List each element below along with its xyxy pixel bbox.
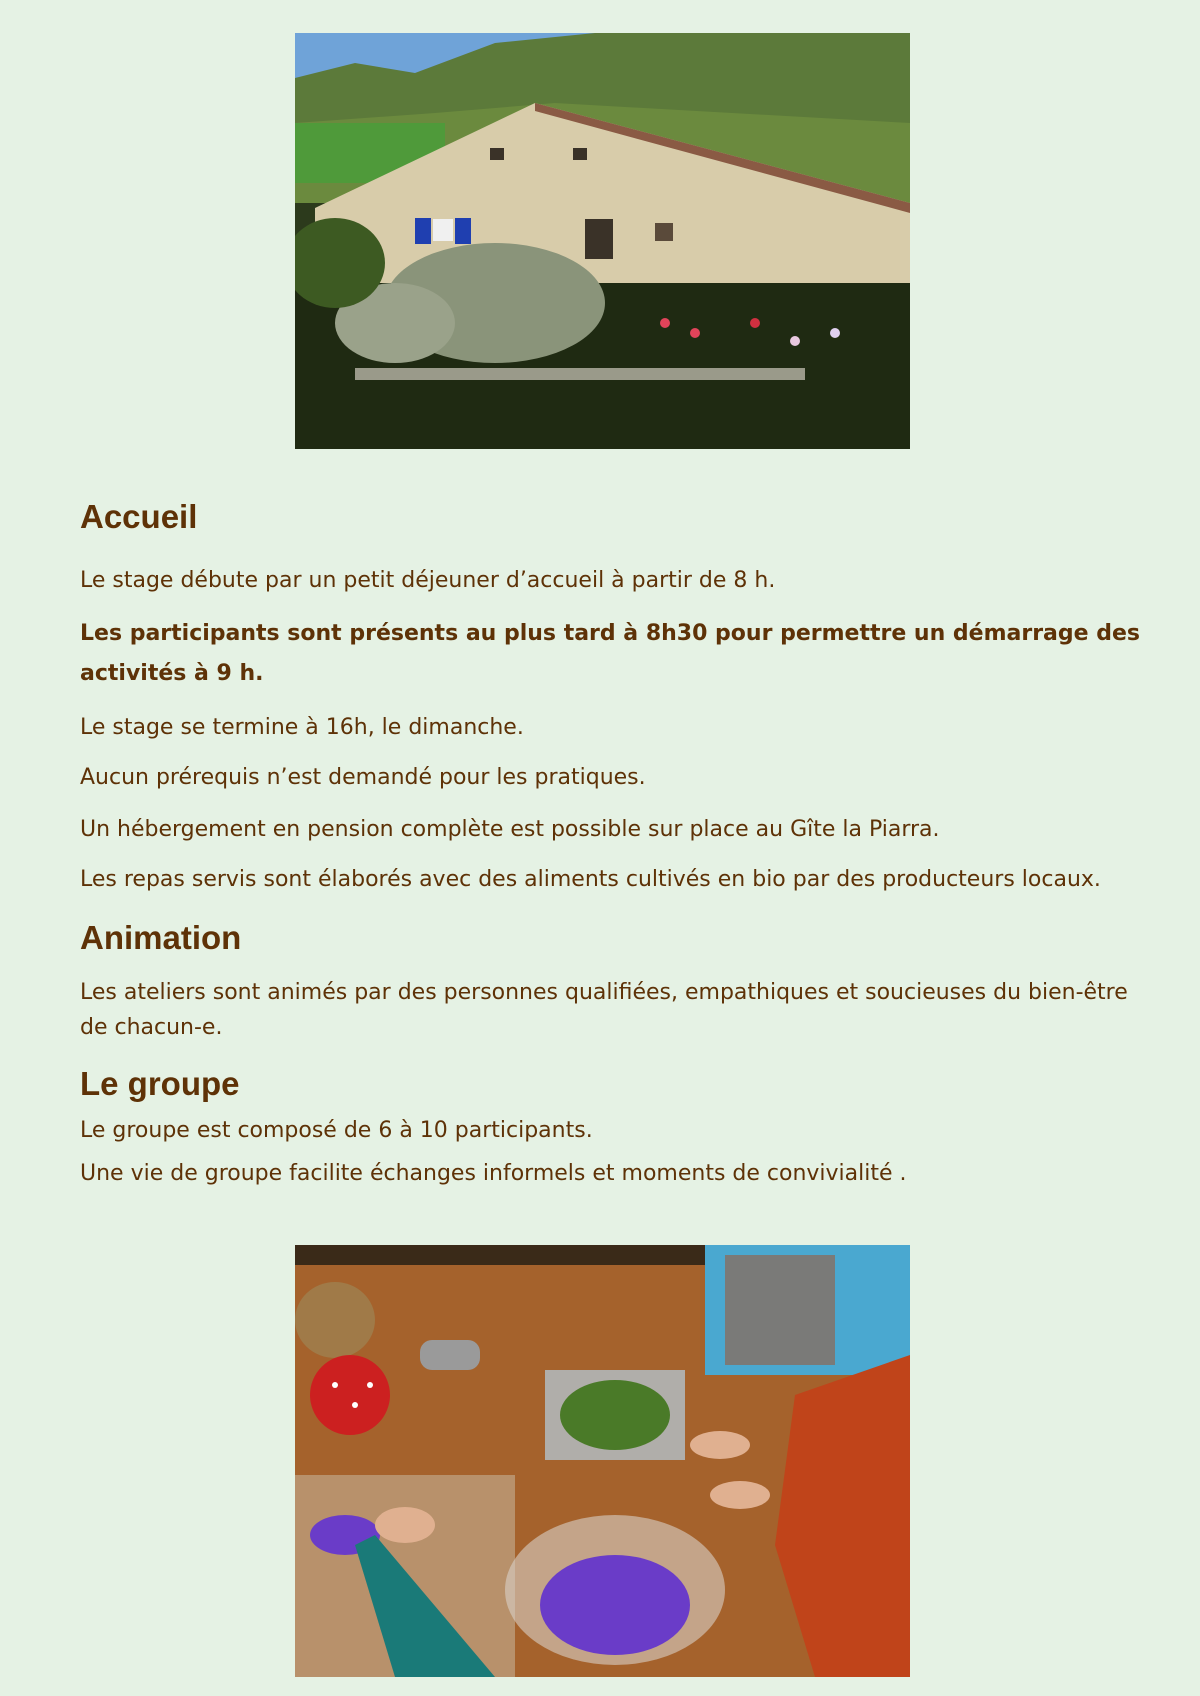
house-photo bbox=[295, 33, 910, 449]
paragraph-groupe-2: Une vie de groupe facilite échanges informels et moments de convivialité . bbox=[80, 1161, 907, 1186]
paragraph-accueil-4: Aucun prérequis n’est demandé pour les pratiques. bbox=[80, 765, 646, 790]
paragraph-accueil-3: Le stage se termine à 16h, le dimanche. bbox=[80, 715, 524, 740]
heading-groupe: Le groupe bbox=[80, 1065, 240, 1102]
paragraph-groupe-1: Le groupe est composé de 6 à 10 participants. bbox=[80, 1118, 593, 1143]
paragraph-accueil-6: Les repas servis sont élaborés avec des aliments cultivés en bio par des producteurs locaux. bbox=[80, 867, 1101, 892]
paragraph-animation-1: Les ateliers sont animés par des personnes qualifiées, empathiques et soucieuses du bien-être de chacun-e. bbox=[80, 980, 1128, 1040]
workshop-photo bbox=[295, 1245, 910, 1677]
heading-accueil: Accueil bbox=[80, 498, 198, 535]
paragraph-accueil-5: Un hébergement en pension complète est possible sur place au Gîte la Piarra. bbox=[80, 817, 940, 842]
heading-animation: Animation bbox=[80, 919, 242, 956]
paragraph-accueil-2: Les participants sont présents au plus tard à 8h30 pour permettre un démarrage des activités à 9 h. bbox=[80, 621, 1140, 686]
paragraph-accueil-1: Le stage débute par un petit déjeuner d’accueil à partir de 8 h. bbox=[80, 568, 776, 593]
